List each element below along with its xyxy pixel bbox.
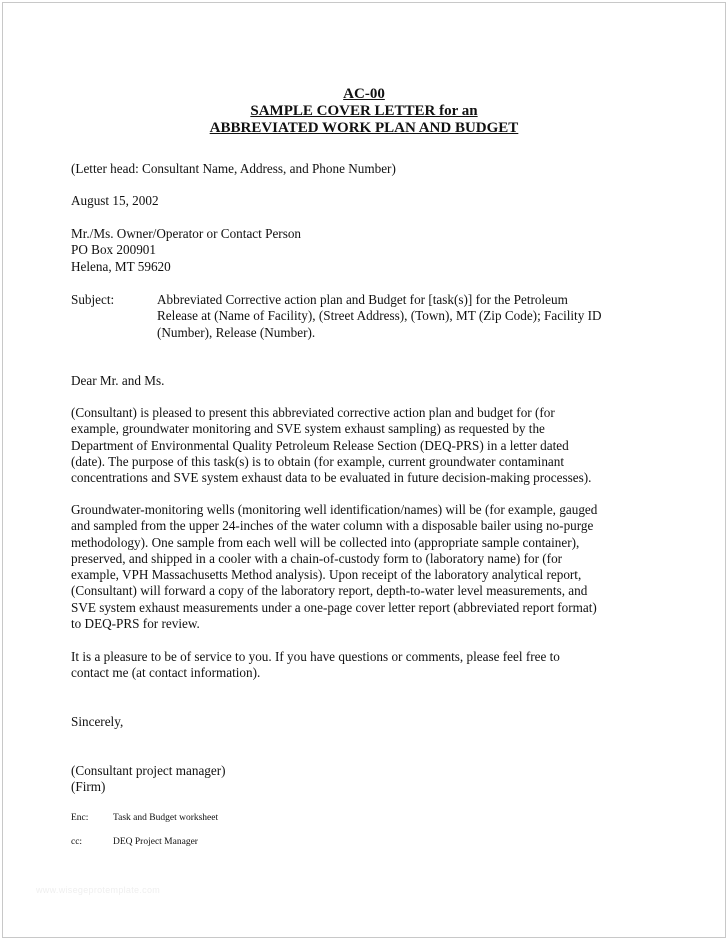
subject-line: Release at (Name of Facility), (Street Address), (Town), MT (Zip Code); Facility ID	[157, 308, 602, 324]
paragraph-line: concentrations and SVE system exhaust data to be evaluated in future decision-making processes).	[71, 470, 592, 486]
paragraph-line: methodology). One sample from each well will be collected into (appropriate sample container),	[71, 534, 580, 550]
paragraph-line: and sampled from the upper 24-inches of the water column with a disposable bailer using no-purge	[71, 518, 594, 534]
letterhead-note: (Letter head: Consultant Name, Address, and Phone Number)	[71, 161, 396, 176]
paragraph-line: It is a pleasure to be of service to you. If you have questions or comments, please feel free to	[71, 649, 560, 664]
paragraph-line: Groundwater-monitoring wells (monitoring well identification/names) will be (for example, gauged	[71, 502, 598, 517]
paragraph-line: Department of Environmental Quality Petroleum Release Section (DEQ-PRS) in a letter dated	[71, 437, 569, 453]
document-title-line-1: SAMPLE COVER LETTER for an	[250, 103, 478, 119]
subject-line: (Number), Release (Number).	[157, 324, 316, 340]
enclosure-value: Task and Budget worksheet	[113, 813, 219, 823]
closing: Sincerely,	[71, 714, 124, 729]
enclosure-label: Enc:	[71, 813, 89, 823]
paragraph-line: (Consultant) will forward a copy of the laboratory report, depth-to-water level measurements, and	[71, 583, 588, 599]
paragraph-closing	[71, 649, 560, 682]
signature-block	[71, 763, 226, 796]
recipient-address-line-1: PO Box 200901	[71, 242, 156, 258]
cc-label: cc:	[71, 837, 83, 847]
subject-text	[157, 292, 602, 341]
document-heading	[0, 86, 728, 137]
subject-line: Abbreviated Corrective action plan and Budget for [task(s)] for the Petroleum	[157, 292, 568, 307]
subject-label: Subject:	[71, 292, 115, 307]
signature-firm: (Firm)	[71, 779, 106, 795]
watermark: www.wisegeprotemplate.com	[36, 885, 161, 895]
document-title-line-2: ABBREVIATED WORK PLAN AND BUDGET	[209, 120, 519, 136]
recipient-address	[71, 226, 301, 275]
paragraph-line: SVE system exhaust measurements under a one-page cover letter report (abbreviated report format)	[71, 599, 597, 615]
paragraph-line: contact me (at contact information).	[71, 665, 261, 681]
paragraph-line: (date). The purpose of this task(s) is to obtain (for example, current groundwater contaminant	[71, 453, 565, 469]
recipient-address-line-2: Helena, MT 59620	[71, 258, 171, 274]
letter-date: August 15, 2002	[71, 193, 159, 208]
paragraph-line: to DEQ-PRS for review.	[71, 616, 200, 632]
document-code: AC-00	[343, 86, 385, 102]
cc-value: DEQ Project Manager	[113, 837, 198, 847]
paragraph-line: example, VPH Massachusetts Method analysis). Upon receipt of the laboratory analytical report,	[71, 567, 582, 583]
paragraph-monitoring	[71, 502, 597, 632]
paragraph-line: preserved, and shipped in a cooler with a chain-of-custody form to (laboratory name) for (for	[71, 550, 563, 566]
paragraph-line: example, groundwater monitoring and SVE system exhaust sampling) as requested by the	[71, 421, 545, 437]
signature-name: (Consultant project manager)	[71, 763, 226, 778]
salutation: Dear Mr. and Ms.	[71, 373, 165, 388]
recipient-name: Mr./Ms. Owner/Operator or Contact Person	[71, 226, 302, 241]
paragraph-line: (Consultant) is pleased to present this abbreviated corrective action plan and budget for (for	[71, 405, 555, 420]
paragraph-intro	[71, 405, 591, 486]
